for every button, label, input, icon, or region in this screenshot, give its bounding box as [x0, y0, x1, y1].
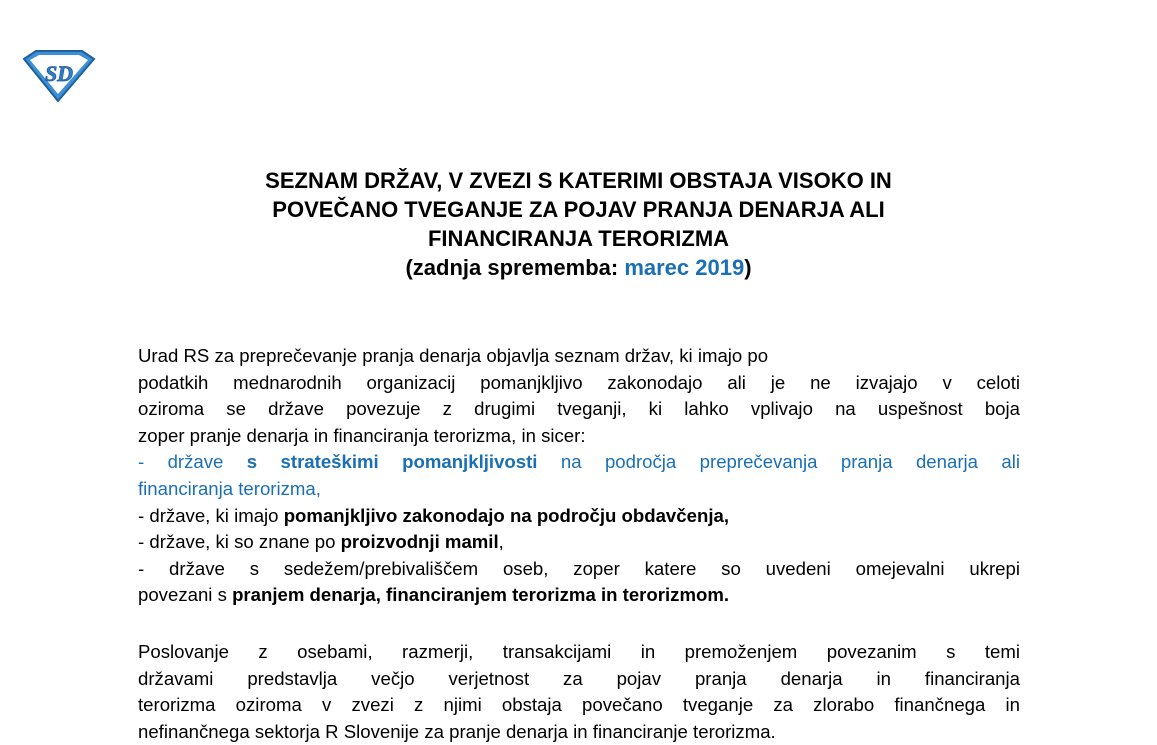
last-change-date: marec 2019 — [624, 255, 745, 280]
list-item-strategic-deficiencies: - države s strateškimi pomanjkljivosti na področja preprečevanja pranja denarja ali — [138, 451, 1020, 473]
title-line-2: POVEČANO TVEGANJE ZA POJAV PRANJA DENARJA ALI — [272, 197, 885, 222]
paragraph-line: Poslovanje z osebami, razmerji, transakcijami in premoženjem povezanim s temi — [138, 641, 1020, 662]
document-title — [120, 166, 1037, 282]
list-item-restrictive-measures-cont: povezani s pranjem denarja, financiranjem terorizma in terorizmom. — [138, 584, 730, 606]
list-item-restrictive-measures: - države s sedežem/prebivališčem oseb, zoper katere so uvedeni omejevalni ukrepi — [138, 557, 1020, 579]
paragraph-line: državami predstavlja večjo verjetnost za pojav pranja denarja in financiranja — [138, 667, 1020, 689]
title-line-3: FINANCIRANJA TERORIZMA — [427, 226, 730, 251]
risk-paragraph — [138, 639, 1020, 745]
paragraph-line: terorizma oziroma v zvezi z njimi obstaja povečano tveganje za zlorabo finančnega in — [138, 694, 1020, 716]
list-item-drug-production: - države, ki so znane po proizvodnji mamil, — [138, 531, 504, 553]
list-item-strategic-deficiencies-cont: financiranja terorizma, — [138, 477, 321, 499]
paragraph-line: Urad RS za preprečevanje pranja denarja objavlja seznam držav, ki imajo po — [138, 345, 769, 366]
list-item-tax-legislation: - države, ki imajo pomanjkljivo zakonodajo na področju obdavčenja, — [138, 504, 729, 526]
title-subtitle: (zadnja sprememba: marec 2019) — [405, 255, 752, 280]
logo-letters-icon: SD — [44, 61, 74, 86]
office-logo — [22, 49, 96, 103]
paragraph-line: zoper pranje denarja in financiranja terorizma, in sicer: — [138, 424, 586, 446]
title-line-1: SEZNAM DRŽAV, V ZVEZI S KATERIMI OBSTAJA VISOKO IN — [265, 168, 892, 193]
intro-paragraph — [138, 343, 1020, 609]
paragraph-line: oziroma se države povezuje z drugimi tveganji, ki lahko vplivajo na uspešnost boja — [138, 398, 1020, 420]
paragraph-line: nefinančnega sektorja R Slovenije za pranje denarja in financiranje terorizma. — [138, 720, 776, 742]
paragraph-line: podatkih mednarodnih organizacij pomanjkljivo zakonodajo ali je ne izvajajo v celoti — [138, 371, 1020, 393]
